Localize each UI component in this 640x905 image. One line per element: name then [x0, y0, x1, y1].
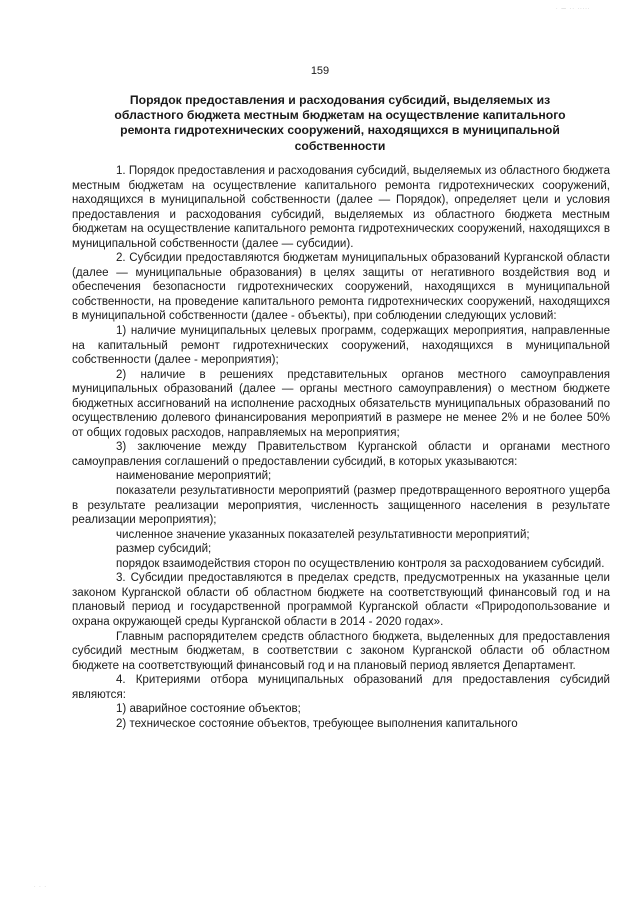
document-title: Порядок предоставления и расходования субсидий, выделяемых из областного бюджета местным бюджетам на осуществление капитального ремонта гидротехнических сооружений, находящихся в муниципальной собственности	[114, 93, 566, 153]
sub-item: показатели результативности мероприятий (размер предотвращенного вероятного ущерба в результате реализации мероприятия, численность защищенного населения в результате реализации мероприятия);	[72, 485, 610, 527]
sub-item: наименование мероприятий;	[116, 470, 272, 483]
scan-artifact-mark: · · ·	[34, 884, 47, 890]
list-item: 2) наличие в решениях представительных органов местного самоуправления муниципальных образований (далее — органы местного самоуправления) о местном бюджете бюджетных ассигнований на исполнение расходных обязательств муниципальных образований по осуществлению долевого финансирования мероприятий в размере не менее 2% и не более 50% от общих годовых расходов, направляемых на мероприятия;	[72, 368, 610, 439]
paragraph-2: 2. Субсидии предоставляются бюджетам муниципальных образований Курганской области (далее — муниципальные образования) в целях защиты от негативного воздействия вод и обеспечения безопасности гидротехнических сооружений, находящихся в муниципальной собственности, на проведение капитального ремонта гидротехнических сооружений, находящихся в муниципальной собственности (далее - объекты), при соблюдении следующих условий:	[72, 252, 610, 323]
paragraph-1: 1. Порядок предоставления и расходования субсидий, выделяемых из областного бюджета местным бюджетам на осуществление капитального ремонта гидротехнических сооружений, находящихся в муниципальной собственности (далее — Порядок), определяет цели и условия предоставления и расходования субсидий, выделяемых из областного бюджета местным бюджетам на осуществление капитального ремонта гидротехнических сооружений, находящихся в муниципальной собственности (далее — субсидии).	[72, 165, 610, 250]
paragraph-4: 4. Критериями отбора муниципальных образований для предоставления субсидий являются:	[72, 674, 610, 701]
sub-item: размер субсидий;	[116, 543, 212, 556]
page-number: 159	[310, 65, 330, 77]
document-body	[72, 164, 610, 731]
paragraph-3: 3. Субсидии предоставляются в пределах средств, предусмотренных на указанные цели законом Курганской области об областном бюджете на соответствующий финансовый год и на плановый период и государственной программой Курганской области «Природопользование и охрана окружающей среды Курганской области в 2014 - 2020 годах».	[72, 572, 610, 628]
list-item: 1) наличие муниципальных целевых программ, содержащих мероприятия, направленные на капитальный ремонт гидротехнических сооружений, находящихся в муниципальной собственности (далее - мероприятия);	[72, 325, 610, 367]
list-item: 3) заключение между Правительством Курганской области и органами местного самоуправления соглашений о предоставлении субсидий, в которых указываются:	[72, 441, 610, 468]
sub-item: численное значение указанных показателей результативности мероприятий;	[116, 528, 530, 541]
list-item: 1) аварийное состояние объектов;	[116, 703, 301, 716]
list-item: 2) техническое состояние объектов, требующее выполнения капитального	[116, 717, 518, 730]
scan-artifact-mark: · — ·· ·····	[556, 6, 591, 12]
paragraph-3-continued: Главным распорядителем средств областного бюджета, выделенных для предоставления субсидий местным бюджетам, в соответствии с законом Курганской области об областном бюджете на соответствующий финансовый год и на плановый период является Департамент.	[72, 630, 610, 672]
sub-item: порядок взаимодействия сторон по осуществлению контроля за расходованием субсидий.	[116, 557, 605, 570]
